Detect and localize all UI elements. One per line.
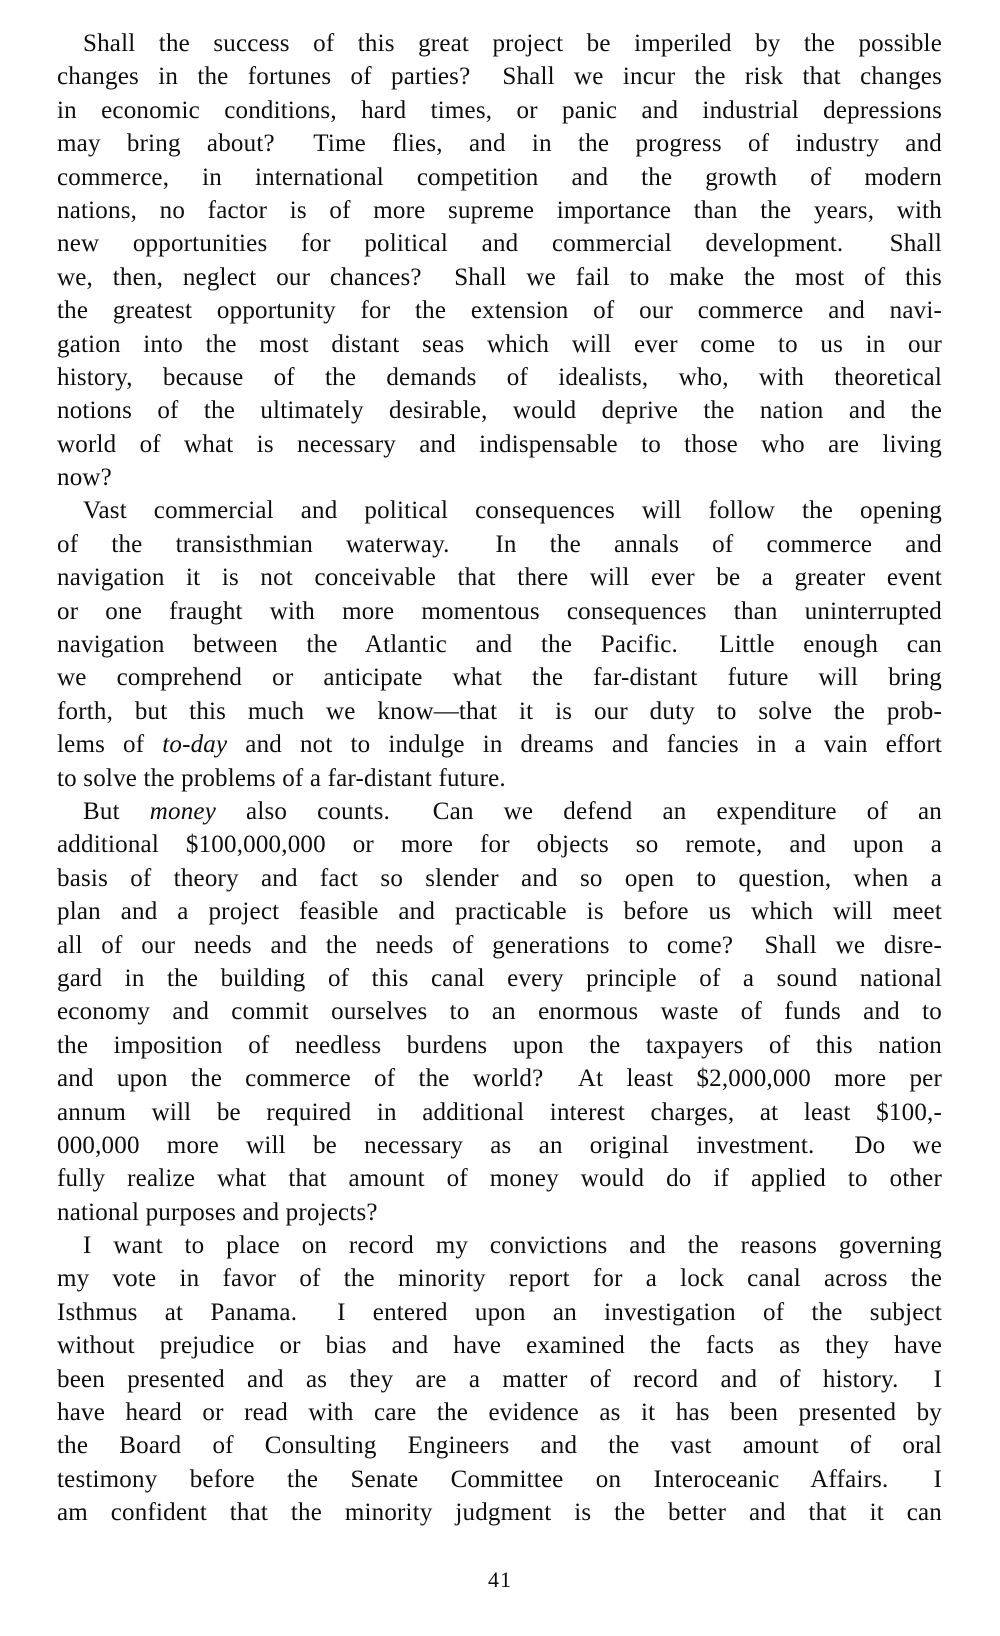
- text-line: lems of to-day and not to indulge in dreams and fancies in a vain effort: [57, 731, 942, 759]
- text-line: or one fraught with more momentous consequences than uninterrupted: [57, 597, 942, 625]
- text-line: testimony before the Senate Committee on Interoceanic Affairs. I: [57, 1465, 942, 1493]
- text-line: history, because of the demands of idealists, who, with theoretical: [57, 363, 942, 391]
- text-line: annum will be required in additional interest charges, at least $100,-: [57, 1098, 942, 1126]
- text-line: Shall the success of this great project be imperiled by the possible: [83, 30, 942, 57]
- text-line: I want to place on record my convictions and the reasons governing: [83, 1232, 942, 1260]
- text-line: world of what is necessary and indispensable to those who are living: [57, 430, 942, 458]
- text-line: nations, no factor is of more supreme importance than the years, with: [57, 196, 942, 224]
- text-line: navigation it is not conceivable that there will ever be a greater event: [57, 564, 942, 592]
- text-line: commerce, in international competition and the growth of modern: [57, 163, 942, 191]
- text-line: and upon the commerce of the world? At least $2,000,000 more per: [57, 1065, 942, 1093]
- text-line: we comprehend or anticipate what the far-distant future will bring: [57, 664, 942, 692]
- text-line: of the transisthmian waterway. In the annals of commerce and: [57, 530, 942, 558]
- text-line: am confident that the minority judgment is the better and that it can: [57, 1499, 942, 1527]
- text-line: have heard or read with care the evidence as it has been presented by: [57, 1399, 942, 1427]
- text-line: navigation between the Atlantic and the Pacific. Little enough can: [57, 631, 942, 659]
- text-line: changes in the fortunes of parties? Shall we incur the risk that changes: [57, 63, 942, 91]
- text-line: the imposition of needless burdens upon the taxpayers of this nation: [57, 1031, 942, 1059]
- text-line: But money also counts. Can we defend an expenditure of an: [83, 797, 942, 825]
- paragraph: [57, 27, 942, 494]
- text-line: 000,000 more will be necessary as an original investment. Do we: [57, 1131, 942, 1159]
- text-line: we, then, neglect our chances? Shall we fail to make the most of this: [57, 263, 942, 291]
- text-line: notions of the ultimately desirable, would deprive the nation and the: [57, 397, 942, 425]
- paragraph: [57, 1229, 942, 1530]
- text-line: been presented and as they are a matter of record and of history. I: [57, 1365, 942, 1393]
- text-line: all of our needs and the needs of generations to come? Shall we disre-: [57, 931, 942, 959]
- text-line: Vast commercial and political consequences will follow the opening: [83, 497, 942, 525]
- text-line: fully realize what that amount of money would do if applied to other: [57, 1165, 942, 1193]
- text-line: economy and commit ourselves to an enormous waste of funds and to: [57, 998, 942, 1026]
- text-line: without prejudice or bias and have examined the facts as they have: [57, 1332, 942, 1360]
- text-line: the Board of Consulting Engineers and the vast amount of oral: [57, 1432, 942, 1460]
- text-line: my vote in favor of the minority report for a lock canal across the: [57, 1265, 942, 1293]
- paragraph: [57, 795, 942, 1229]
- page-number: 41: [488, 1567, 512, 1592]
- text-line: basis of theory and fact so slender and so open to question, when a: [57, 864, 942, 892]
- text-line: plan and a project feasible and practicable is before us which will meet: [57, 898, 942, 926]
- text-line: national purposes and projects?: [57, 1198, 378, 1226]
- text-line: forth, but this much we know—that it is our duty to solve the prob-: [57, 697, 942, 725]
- text-line: the greatest opportunity for the extension of our commerce and navi-: [57, 297, 942, 325]
- text-line: Isthmus at Panama. I entered upon an investigation of the subject: [57, 1298, 942, 1326]
- text-block: [57, 27, 942, 1530]
- text-line: additional $100,000,000 or more for objects so remote, and upon a: [57, 831, 942, 859]
- text-line: now?: [57, 464, 112, 492]
- paragraph: [57, 494, 942, 795]
- text-line: may bring about? Time flies, and in the progress of industry and: [57, 130, 942, 158]
- text-line: gard in the building of this canal every principle of a sound national: [57, 964, 942, 992]
- text-line: in economic conditions, hard times, or panic and industrial depressions: [57, 96, 942, 124]
- text-line: to solve the problems of a far-distant future.: [57, 764, 506, 792]
- text-line: new opportunities for political and commercial development. Shall: [57, 230, 942, 258]
- text-line: gation into the most distant seas which will ever come to us in our: [57, 330, 942, 358]
